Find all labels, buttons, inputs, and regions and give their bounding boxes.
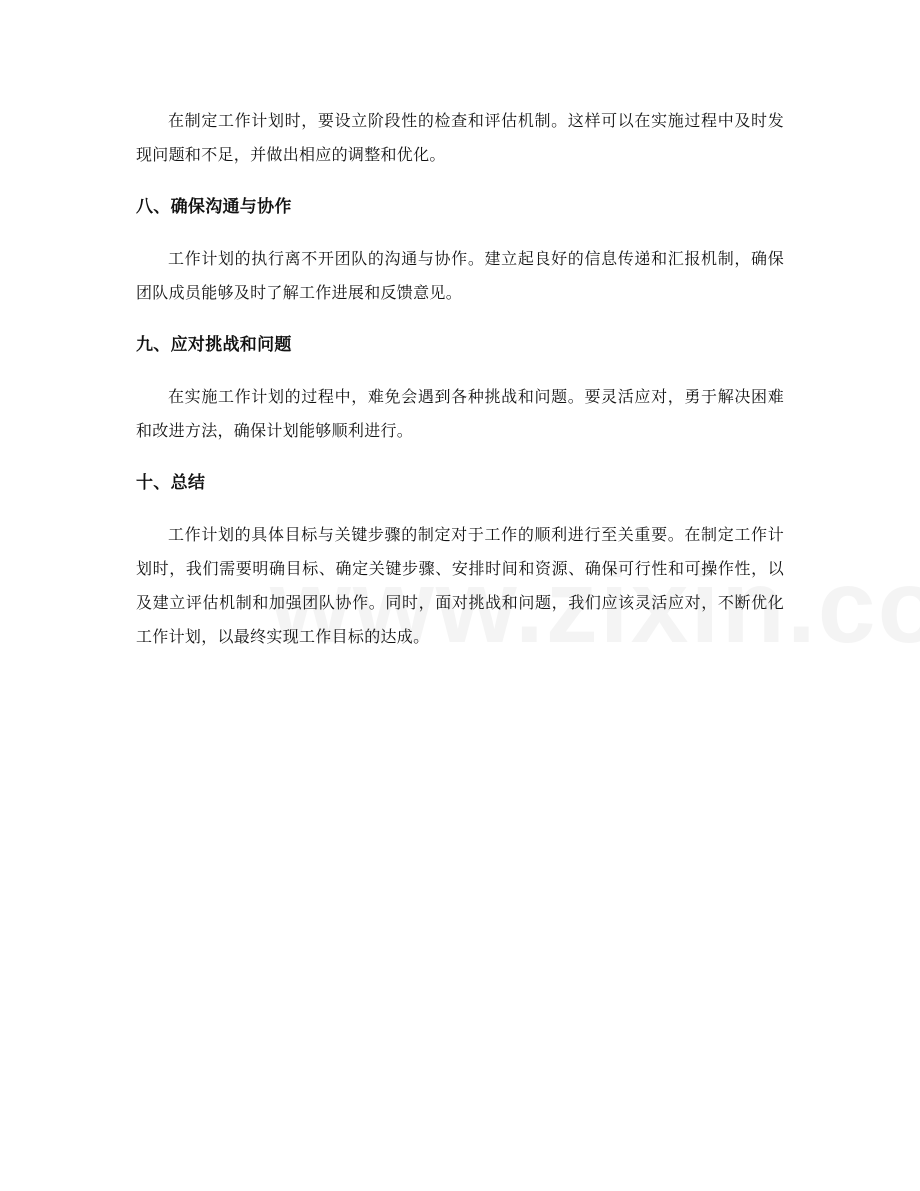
document-content	[136, 104, 784, 654]
spacer	[136, 224, 784, 242]
section-heading-communication: 八、确保沟通与协作	[136, 197, 292, 217]
paragraph-summary: 工作计划的具体目标与关键步骤的制定对于工作的顺利进行至关重要。在制定工作计划时，我们需要明确目标、确定关键步骤、安排时间和资源、确保可行性和可操作性，以及建立评估机制和加强团队协作。同时，面对挑战和问题，我们应该灵活应对，不断优化工作计划，以最终实现工作目标的达成。	[136, 525, 784, 646]
section-heading-challenges: 九、应对挑战和问题	[136, 335, 292, 355]
spacer	[136, 172, 784, 190]
section-heading-summary: 十、总结	[136, 473, 206, 493]
spacer	[136, 362, 784, 380]
spacer	[136, 500, 784, 518]
spacer	[136, 310, 784, 328]
paragraph-evaluation-mechanism: 在制定工作计划时，要设立阶段性的检查和评估机制。这样可以在实施过程中及时发现问题和不足，并做出相应的调整和优化。	[136, 111, 784, 164]
spacer	[136, 448, 784, 466]
paragraph-challenges: 在实施工作计划的过程中，难免会遇到各种挑战和问题。要灵活应对，勇于解决困难和改进方法，确保计划能够顺利进行。	[136, 387, 784, 440]
paragraph-communication: 工作计划的执行离不开团队的沟通与协作。建立起良好的信息传递和汇报机制，确保团队成员能够及时了解工作进展和反馈意见。	[136, 249, 784, 302]
